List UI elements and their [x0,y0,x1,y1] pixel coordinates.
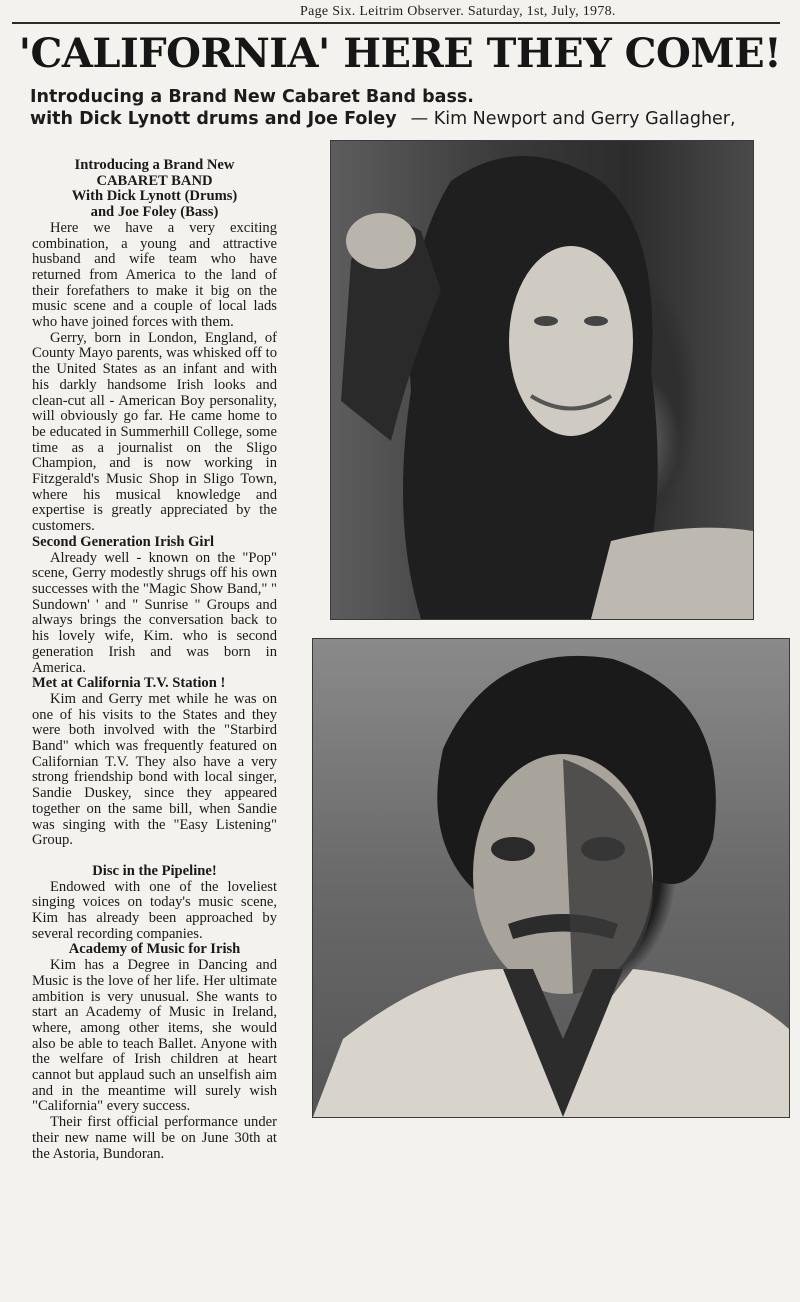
intro-line-2 [30,108,790,130]
subheading-1: Second Generation Irish Girl [32,533,215,550]
header-rule [12,22,780,24]
intro-line-1: Introducing a Brand New Cabaret Band bass. [30,87,474,107]
intro-block [30,86,790,130]
subheading-4: Academy of Music for Irish [68,941,241,958]
photo-credit: — Kim Newport and Gerry Gallagher, [410,109,736,129]
paragraph-5: Endowed with one of the loveliest singing voices on today's music scene, Kim has already been approached by several recording companies. [32,878,277,942]
page-header: Page Six. Leitrim Observer. Saturday, 1st, July, 1978. [300,4,616,19]
lead-line-2: CABARET BAND [96,172,213,189]
subheading-3: Disc in the Pipeline! [92,862,217,879]
paragraph-1: Here we have a very exciting combination, a young and attractive husband and wife team who have returned from America to the land of their forefathers to make it big on the music scene and a couple of local lads who have joined forces with them. [32,219,277,331]
paragraph-3: Already well - known on the "Pop" scene, Gerry modestly shrugs off his own successes with the "Magic Show Band," " Sundown' ' and " Sunrise " Groups and always brings the conversation back to his lovely wife, Kim. who is second generation Irish and was born in America. [32,549,277,676]
intro-line-2-text: with Dick Lynott drums and Joe Foley [30,109,397,129]
lead-line-1: Introducing a Brand New [74,157,235,173]
article-column [32,158,277,1162]
blouse-shape [591,528,753,619]
lead-line-4: and Joe Foley (Bass) [90,204,219,221]
paragraph-6: Kim has a Degree in Dancing and Music is the love of her life. Her ultimate ambition is very unusual. She wants to start an Academy of Music in Ireland, where, among other items, she would also be able to teach Ballet. Anyone with the welfare of Irish children at heart cannot but applaud such an unselfish aim and in the meantime will surely wish "California" every success. [32,957,277,1115]
subheading-2: Met at California T.V. Station ! [32,675,226,692]
photo-woman-art [331,141,753,619]
eye-left [534,316,558,326]
photo-man-art [313,639,789,1117]
eye-shadow-left [491,837,535,861]
hand-shape [346,213,416,269]
headline: 'CALIFORNIA' HERE THEY COME! [18,30,782,77]
paragraph-4: Kim and Gerry met while he was on one of his visits to the States and they were both involved with the "Starbird Band" which was frequently featured on Californian T.V. They also have a very strong friendship bond with local singer, Sandie Duskey, since they appeared together on the same bill, when Sandie was singing with the "Easy Listening" Group. [32,690,277,849]
lead-line-3: With Dick Lynott (Drums) [71,188,238,205]
paragraph-2: Gerry, born in London, England, of County Mayo parents, was whisked off to the United States as an infant and with his darkly handsome Irish looks and clean-cut all - American Boy personality, will obviously go far. He came home to be educated in Summerhill College, some time as a journalist on the Sligo Champion, and is now working in Fitzgerald's Music Shop in Sligo Town, where his musical knowledge and expertise is greatly appreciated by the customers. [32,329,277,535]
photo-woman [330,140,754,620]
photo-man [312,638,790,1118]
paragraph-7: Their first official performance under their new name will be on June 30th at the Astoria, Bundoran. [32,1114,277,1162]
eye-right [584,316,608,326]
